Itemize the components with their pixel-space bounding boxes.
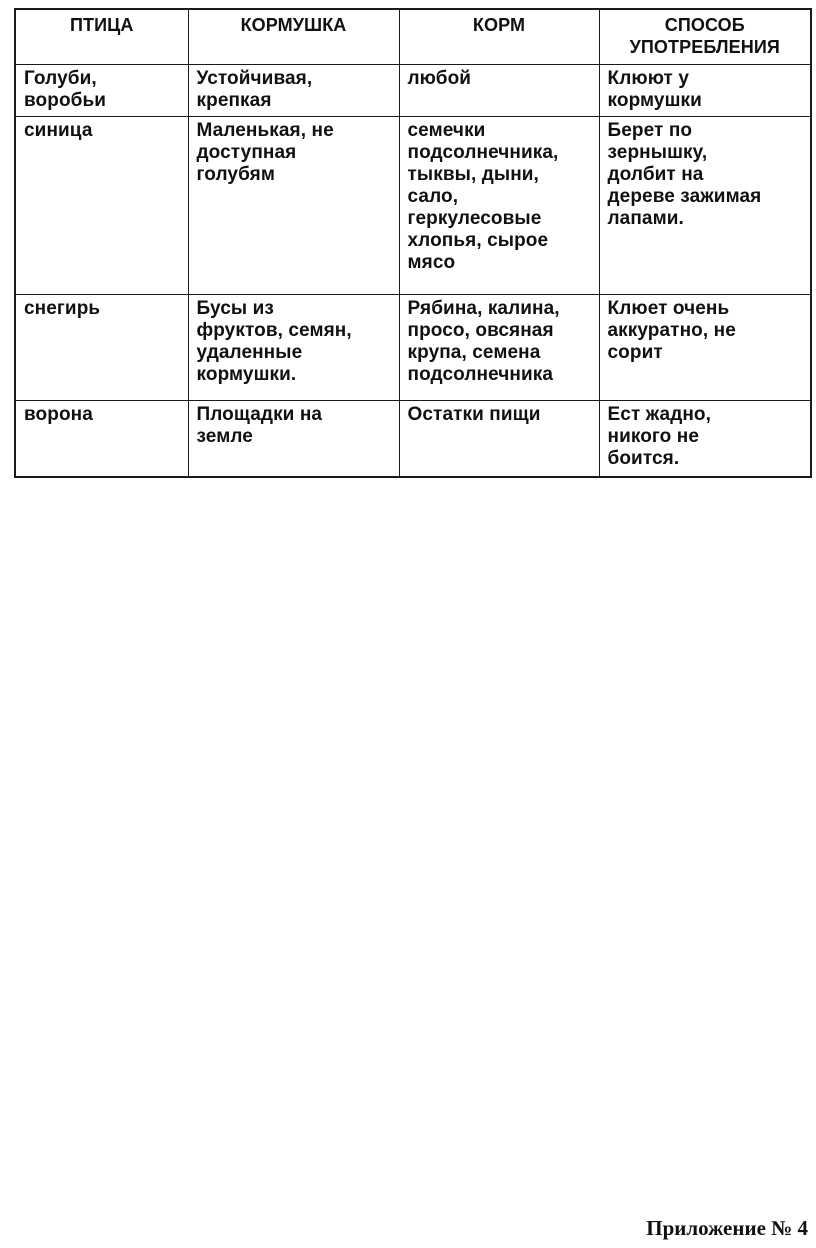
cell-food: Остатки пищи [399,401,599,478]
cell-bird: синица [15,117,188,295]
header-eating-method: СПОСОБ УПОТРЕБЛЕНИЯ [599,9,811,65]
cell-feeder: Площадки на земле [188,401,399,478]
table-row [15,65,811,117]
cell-bird: ворона [15,401,188,478]
appendix-label: Приложение № 4 [646,1216,808,1240]
header-feeder: КОРМУШКА [188,9,399,65]
header-bird: ПТИЦА [15,9,188,65]
cell-food: Рябина, калина, просо, овсяная крупа, семена подсолнечника [399,295,599,401]
cell-eating-method: Берет по зернышку, долбит на дереве зажимая лапами. [599,117,811,295]
cell-food: семечки подсолнечника, тыквы, дыни, сало, геркулесовые хлопья, сырое мясо [399,117,599,295]
cell-feeder: Бусы из фруктов, семян, удаленные кормушки. [188,295,399,401]
cell-eating-method: Клюют у кормушки [599,65,811,117]
bird-feeding-table-container [14,8,810,478]
cell-bird: Голуби, воробьи [15,65,188,117]
cell-eating-method: Клюет очень аккуратно, не сорит [599,295,811,401]
cell-food: любой [399,65,599,117]
bird-feeding-table [14,8,812,478]
cell-eating-method: Ест жадно, никого не боится. [599,401,811,478]
table-row [15,401,811,478]
table-row [15,117,811,295]
cell-feeder: Устойчивая, крепкая [188,65,399,117]
header-food: КОРМ [399,9,599,65]
cell-bird: снегирь [15,295,188,401]
table-header-row [15,9,811,65]
table-row [15,295,811,401]
cell-feeder: Маленькая, не доступная голубям [188,117,399,295]
